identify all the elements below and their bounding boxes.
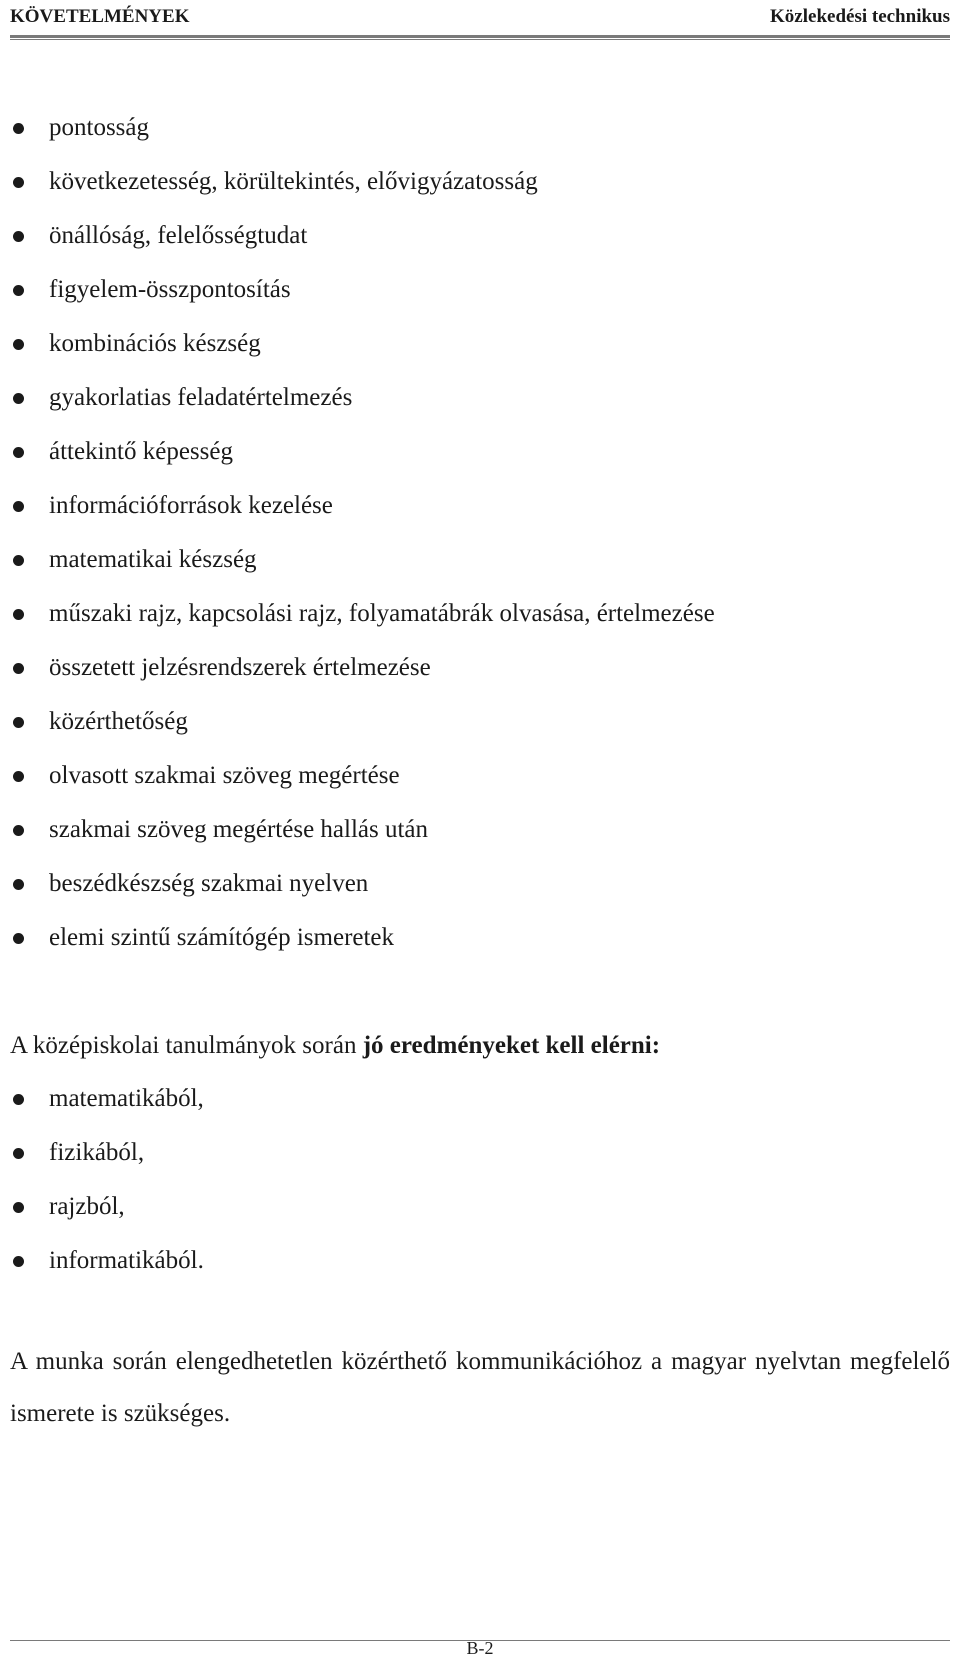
list-item — [0, 479, 960, 533]
bullet-icon — [13, 123, 24, 134]
list-item — [0, 695, 960, 749]
bullet-icon — [13, 879, 24, 890]
list-item — [0, 1180, 960, 1234]
header-document-title: Közlekedési technikus — [770, 6, 950, 27]
list-item — [0, 371, 960, 425]
list-item — [0, 587, 960, 641]
list-item-text: fizikából, — [49, 1139, 145, 1166]
bullet-icon — [13, 609, 24, 620]
subjects-list — [0, 1072, 960, 1288]
list-item — [0, 1126, 960, 1180]
bullet-icon — [13, 339, 24, 350]
bullet-icon — [13, 825, 24, 836]
bullet-icon — [13, 447, 24, 458]
list-item-text: következetesség, körültekintés, elővigyázatosság — [49, 168, 538, 195]
bullet-icon — [13, 1256, 24, 1267]
page-number: B-2 — [466, 1638, 494, 1658]
list-item-text: közérthetőség — [49, 708, 188, 735]
list-item-text: beszédkészség szakmai nyelven — [49, 870, 369, 897]
closing-paragraph: A munka során elengedhetetlen közérthető kommunikációhoz a magyar nyelvtan megfelelő ismerete is szükséges. — [10, 1348, 950, 1427]
list-item — [0, 749, 960, 803]
list-item-text: olvasott szakmai szöveg megértése — [49, 762, 400, 789]
bullet-icon — [13, 1094, 24, 1105]
intro-emphasis: jó eredményeket kell elérni: — [362, 1032, 661, 1059]
list-item — [0, 533, 960, 587]
bullet-icon — [13, 933, 24, 944]
bullet-icon — [13, 285, 24, 296]
list-item — [0, 803, 960, 857]
list-item-text: informatikából. — [49, 1247, 204, 1274]
list-item-text: rajzból, — [49, 1193, 125, 1220]
list-item-text: műszaki rajz, kapcsolási rajz, folyamatábrák olvasása, értelmezése — [49, 600, 715, 627]
list-item — [0, 263, 960, 317]
intro-text: A középiskolai tanulmányok során — [10, 1032, 363, 1059]
list-item — [0, 209, 960, 263]
list-item-text: információforrások kezelése — [49, 492, 333, 519]
list-item — [0, 317, 960, 371]
list-item — [0, 1234, 960, 1288]
bullet-icon — [13, 231, 24, 242]
bullet-icon — [13, 393, 24, 404]
list-item-text: összetett jelzésrendszerek értelmezése — [49, 654, 431, 681]
list-item-text: matematikai készség — [49, 546, 257, 573]
bullet-icon — [13, 771, 24, 782]
list-item — [0, 911, 960, 965]
header-divider — [10, 35, 950, 40]
skills-list — [0, 101, 960, 965]
list-item-text: áttekintő képesség — [49, 438, 233, 465]
list-item-text: pontosság — [49, 114, 149, 141]
list-item — [0, 425, 960, 479]
header-section-title: KÖVETELMÉNYEK — [10, 6, 190, 27]
list-item — [0, 857, 960, 911]
bullet-icon — [13, 501, 24, 512]
list-item-text: önállóság, felelősségtudat — [49, 222, 308, 249]
bullet-icon — [13, 1148, 24, 1159]
bullet-icon — [13, 663, 24, 674]
school-requirements-intro — [10, 1020, 950, 1072]
list-item-text: szakmai szöveg megértése hallás után — [49, 816, 429, 843]
list-item-text: elemi szintű számítógép ismeretek — [49, 924, 395, 951]
list-item — [0, 1072, 960, 1126]
list-item-text: kombinációs készség — [49, 330, 261, 357]
list-item — [0, 155, 960, 209]
bullet-icon — [13, 1202, 24, 1213]
list-item — [0, 101, 960, 155]
page-header — [10, 4, 950, 30]
list-item-text: matematikából, — [49, 1085, 204, 1112]
bullet-icon — [13, 177, 24, 188]
bullet-icon — [13, 717, 24, 728]
list-item-text: gyakorlatias feladatértelmezés — [49, 384, 353, 411]
list-item-text: figyelem-összpontosítás — [49, 276, 291, 303]
list-item — [0, 641, 960, 695]
bullet-icon — [13, 555, 24, 566]
